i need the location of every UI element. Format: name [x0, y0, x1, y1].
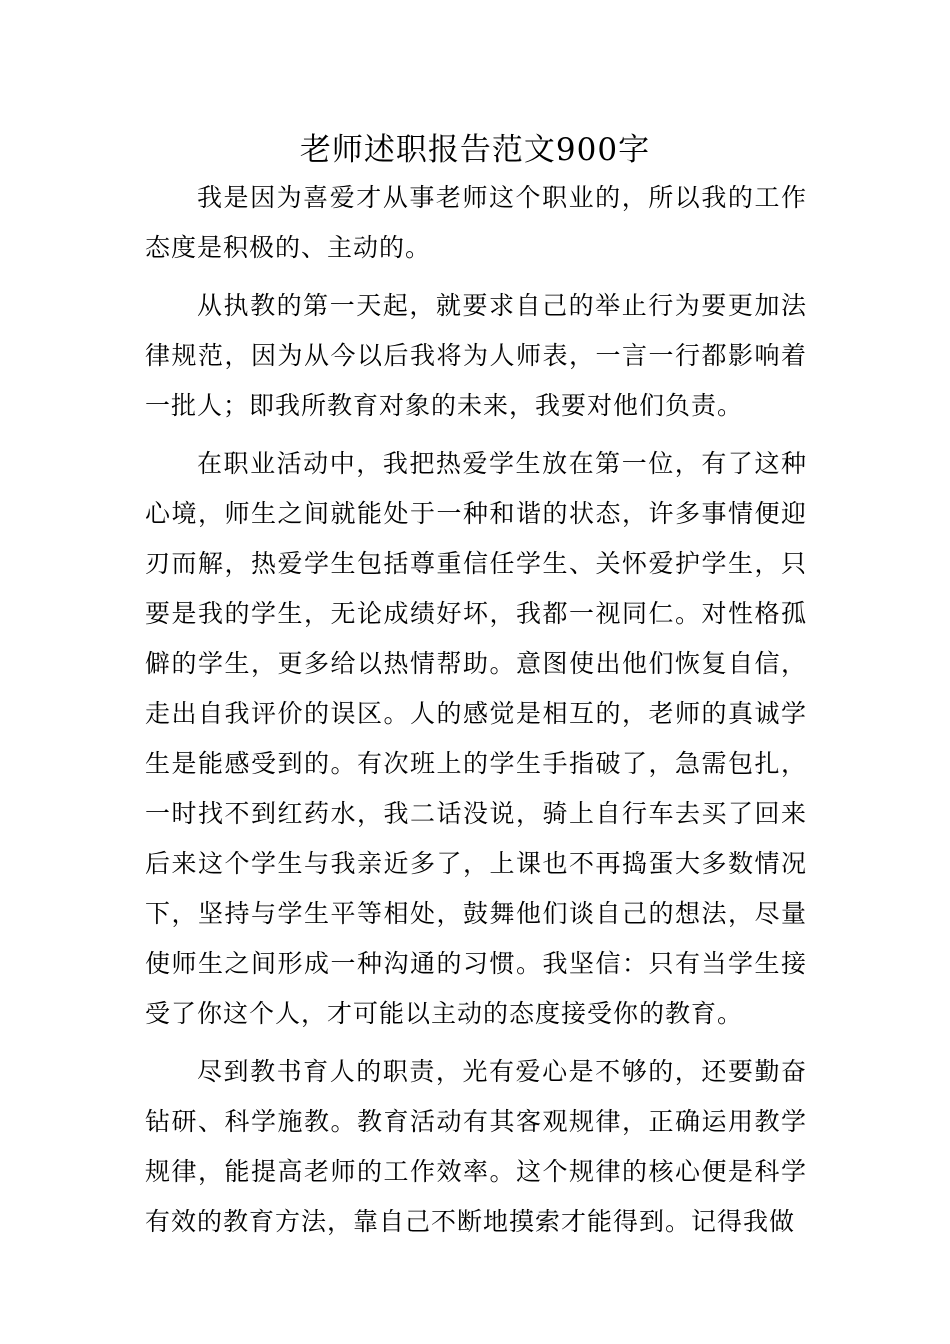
paragraph: 尽到教书育人的职责，光有爱心是不够的，还要勤奋钻研、科学施教。教育活动有其客观规律，正确运用教学规律，能提高老师的工作效率。这个规律的核心便是科学有效的教育方法，靠自己不断地摸索才能得到。记得我做: [145, 1057, 807, 1236]
paragraph: 从执教的第一天起，就要求自己的举止行为要更加法律规范，因为从今以后我将为人师表，一言一行都影响着一批人；即我所教育对象的未来，我要对他们负责。: [145, 291, 807, 420]
document-body: [145, 173, 807, 1255]
document-title: 老师述职报告范文900字: [299, 132, 651, 168]
paragraph: 我是因为喜爱才从事老师这个职业的，所以我的工作态度是积极的、主动的。: [145, 183, 807, 262]
paragraph: 在职业活动中，我把热爱学生放在第一位，有了这种心境，师生之间就能处于一种和谐的状态，许多事情便迎刃而解，热爱学生包括尊重信任学生、关怀爱护学生，只要是我的学生，无论成绩好坏，我都一视同仁。对性格孤僻的学生，更多给以热情帮助。意图使出他们恢复自信，走出自我评价的误区。人的感觉是相互的，老师的真诚学生是能感受到的。有次班上的学生手指破了，急需包扎，一时找不到红药水，我二话没说，骑上自行车去买了回来后来这个学生与我亲近多了，上课也不再捣蛋大多数情况下，坚持与学生平等相处，鼓舞他们谈自己的想法，尽量使师生之间形成一种沟通的习惯。我坚信：只有当学生接受了你这个人，才可能以主动的态度接受你的教育。: [145, 449, 807, 1028]
